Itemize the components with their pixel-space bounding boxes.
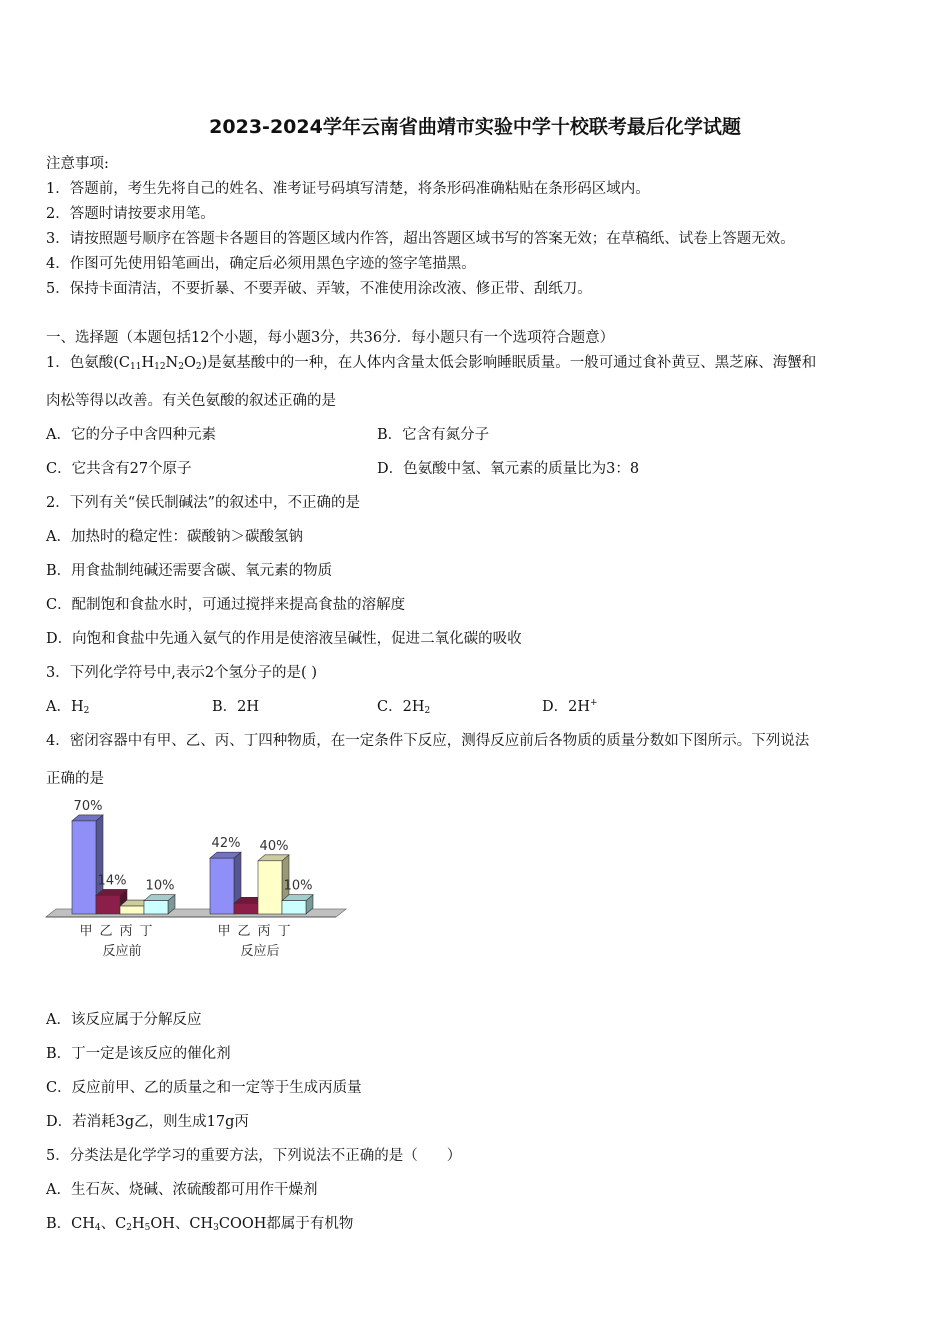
q1-option-c[interactable]: C．它共含有27个原子 [46,461,192,477]
bar-反应后-甲 [210,858,234,914]
page-title: 2023-2024学年云南省曲靖市实验中学十校联考最后化学试题 [209,116,741,138]
data-label: 10% [145,878,175,894]
notice-heading: 注意事项: [46,156,109,172]
data-label: 10% [283,878,313,894]
q4-option-d[interactable]: D．若消耗3g乙，则生成17g丙 [46,1114,249,1130]
q4-stem: 4．密闭容器中有甲、乙、丙、丁四种物质，在一定条件下反应，测得反应前后各物质的质量分数如下图所示。下列说法 [46,733,810,749]
category-label: 乙 [99,924,113,939]
q1-stem: 1．色氨酸$(C_{11}H_{12}N_2O_2)$是氨基酸中的一种，在人体内含量太低会影响睡眠质量。一般可通过食补黄豆、黑芝麻、海蟹和 [46,355,817,372]
notice-item: 3．请按照题号顺序在答题卡各题目的答题区域内作答，超出答题区域书写的答案无效；在草稿纸、试卷上答题无效。 [46,231,795,247]
category-label: 甲 [217,924,231,939]
q3-stem: 3．下列化学符号中,表示2个氢分子的是( ) [46,665,317,681]
q3-option-b[interactable]: B．2H [212,699,260,715]
bar-反应后-丁 [282,901,306,914]
category-label: 甲 [79,924,93,939]
mass-fraction-bar-chart [40,792,360,964]
category-label: 丙 [119,924,133,939]
q1-option-a[interactable]: A．它的分子中含四种元素 [46,427,216,443]
q1-stem-line2: 肉松等得以改善。有关色氨酸的叙述正确的是 [46,393,336,409]
q4-option-c[interactable]: C．反应前甲、乙的质量之和一定等于生成丙质量 [46,1080,362,1096]
notice-item: 5．保持卡面清洁，不要折暴、不要弄破、弄皱，不准使用涂改液、修正带、刮纸刀。 [46,281,592,297]
q3-option-c[interactable]: C．$2H_2$ [377,699,431,716]
q3-option-a[interactable]: A．$H_2$ [46,699,90,716]
q5-option-a[interactable]: A．生石灰、烧碱、浓硫酸都可用作干燥剂 [46,1182,318,1198]
q4-option-a[interactable]: A．该反应属于分解反应 [46,1012,202,1028]
q2-option-a[interactable]: A．加热时的稳定性：碳酸钠＞碳酸氢钠 [46,529,303,545]
bar-反应前-丙 [120,906,144,914]
bar-反应前-甲 [72,821,96,914]
data-label: 40% [259,838,289,854]
q1-option-b[interactable]: B．它含有氮分子 [377,427,490,443]
data-label: 70% [73,798,103,814]
q2-stem: 2．下列有关“侯氏制碱法”的叙述中，不正确的是 [46,495,361,511]
section-heading: 一、选择题（本题包括12个小题，每小题3分，共36分．每小题只有一个选项符合题意） [46,330,615,346]
q5-stem: 5．分类法是化学学习的重要方法，下列说法不正确的是（ ） [46,1148,462,1164]
group-label: 反应后 [240,944,280,959]
category-label: 丁 [277,924,291,939]
bar-反应后-丙 [258,861,282,914]
q1-option-d[interactable]: D．色氨酸中氢、氧元素的质量比为3：8 [377,461,640,477]
bar-反应后-乙 [234,903,258,914]
data-label: 42% [211,836,241,852]
q2-option-b[interactable]: B．用食盐制纯碱还需要含碳、氧元素的物质 [46,563,333,579]
group-label: 反应前 [102,944,142,959]
q4-stem-line2: 正确的是 [46,771,104,787]
q4-option-b[interactable]: B．丁一定是该反应的催化剂 [46,1046,231,1062]
data-label: 14% [97,873,127,889]
bar-反应前-乙 [96,895,120,914]
bar-反应前-丁 [144,901,168,914]
q5-option-b[interactable]: B．$CH_4$、$C_2H_5OH$、$CH_3COOH$都属于有机物 [46,1216,354,1233]
q2-option-c[interactable]: C．配制饱和食盐水时，可通过搅拌来提高食盐的溶解度 [46,597,406,613]
notice-item: 2．答题时请按要求用笔。 [46,206,215,222]
q2-option-d[interactable]: D．向饱和食盐中先通入氨气的作用是使溶液呈碱性，促进二氧化碳的吸收 [46,631,522,647]
category-label: 丙 [257,924,271,939]
q3-option-d[interactable]: D．2H+ [542,698,598,715]
category-label: 丁 [139,924,153,939]
notice-item: 1．答题前，考生先将自己的姓名、准考证号码填写清楚，将条形码准确粘贴在条形码区域内。 [46,181,650,197]
notice-item: 4．作图可先使用铅笔画出，确定后必须用黑色字迹的签字笔描黑。 [46,256,476,272]
category-label: 乙 [237,924,251,939]
